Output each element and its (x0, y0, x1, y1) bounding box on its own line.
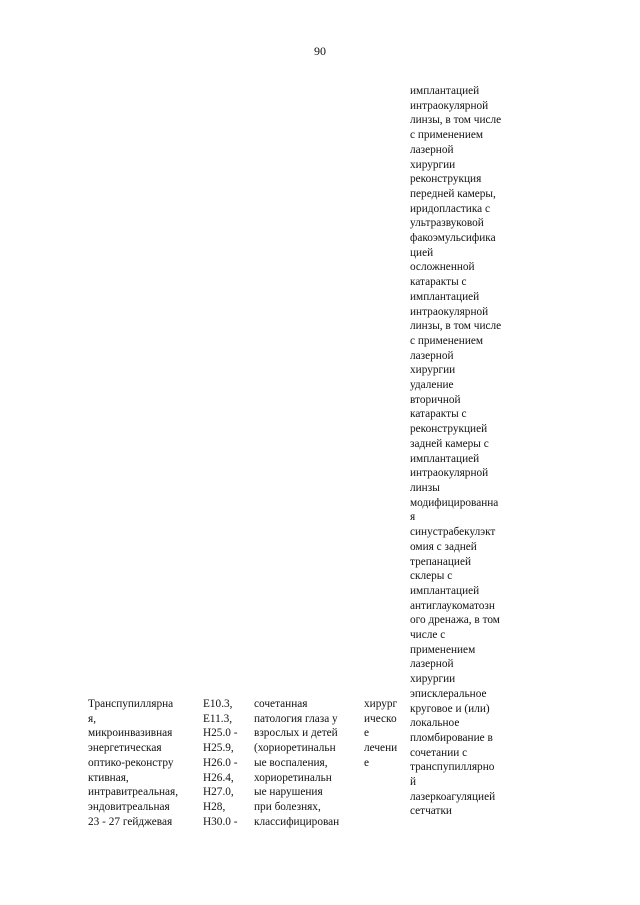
icd-codes-cell: E10.3, E11.3, H25.0 - H25.9, H26.0 - H26.4, H27.0, H28, H30.0 - (203, 698, 238, 828)
page-number: 90 (314, 44, 326, 58)
method-name-cell: Транспупиллярна я, микроинвазивная энергетическая оптико-реконстру ктивная, интравитреальная, эндовитреальная 23 - 27 гейджевая (88, 698, 179, 828)
treatment-type-cell: хирург ическо е лечени е (364, 698, 398, 769)
treatment-method-cell: имплантацией интраокулярной линзы, в том числе с применением лазерной хирургии реконструкция передней камеры, иридопластика с ультразвуковой факоэмульсифика цией осложненной катаракты с имплантацией интраокулярной линзы, в том числе с применением лазерной хирургии удаление вторичной катаракты с реконструкцией задней камеры с имплантацией интраокулярной линзы модифицированна я синустрабекулэкт омия с задней трепанацией склеры с имплантацией антиглаукоматозн ого дренажа, в том числе с применением лазерной хирургии эписклеральное круговое и (или) локальное пломбирование в сочетании с транспупиллярно й лазеркоагуляцией сетчатки (410, 85, 502, 818)
patient-model-cell: сочетанная патология глаза у взрослых и детей (хориоретинальн ые воспаления, хориоретинальн ые нарушения при болезнях, классифицирован (254, 698, 340, 828)
